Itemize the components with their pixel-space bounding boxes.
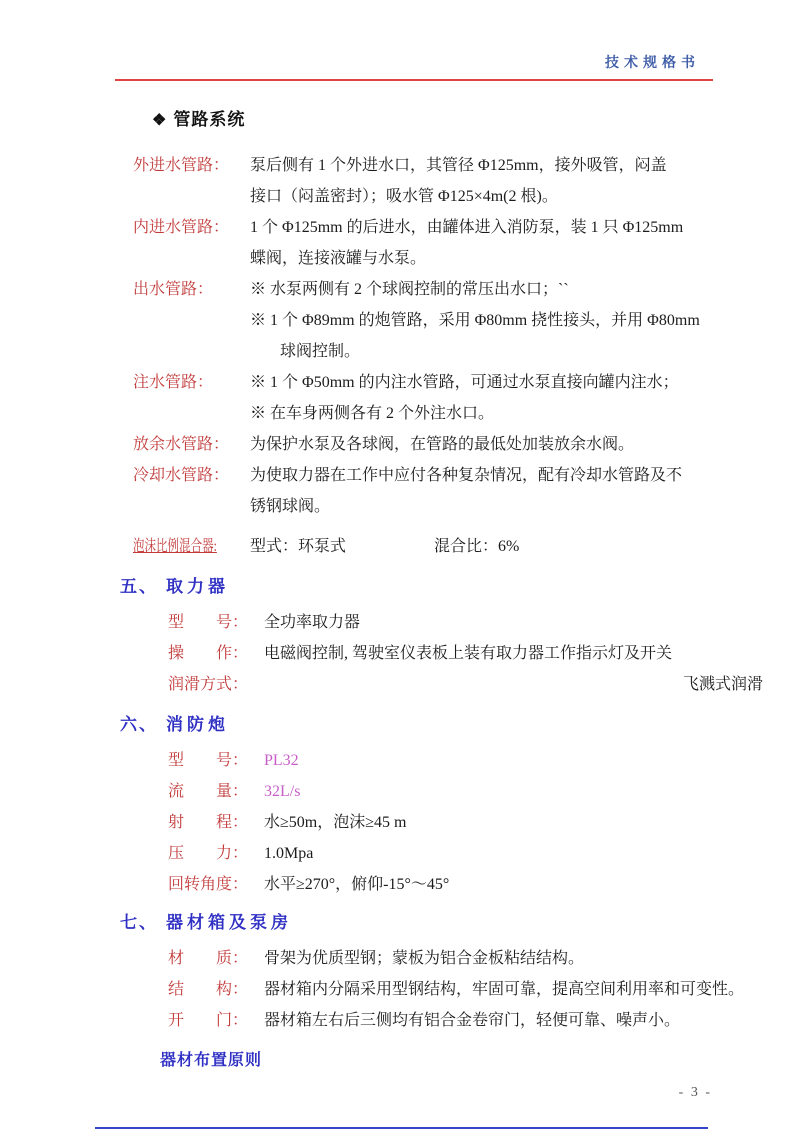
footer-rule: [95, 1127, 708, 1129]
section-number: 六、: [120, 715, 158, 734]
row-value: 骨架为优质型钢；蒙板为铝合金板粘结结构。: [264, 950, 585, 967]
spec-row-inner-inlet: [133, 212, 715, 274]
spec-line: 为使取力器在工作中应付各种复杂情况，配有冷却水管路及不: [250, 467, 683, 484]
piping-heading-text: 管路系统: [173, 110, 246, 129]
spec-value: [250, 274, 715, 367]
spec-row-outlet: [133, 274, 715, 367]
spec-value: [250, 150, 715, 212]
section-title: 消防炮: [166, 715, 229, 734]
section-heading-box: [120, 910, 715, 936]
row-label: 射 程：: [168, 814, 249, 831]
diamond-bullet-icon: ❖: [152, 112, 168, 129]
spec-value: [250, 531, 715, 562]
spec-line: 泵后侧有 1 个外进水口，其管径 Φ125mm，接外吸管，闷盖: [250, 157, 667, 174]
spec-value: [250, 429, 715, 460]
row-label: 流 量：: [168, 783, 249, 800]
row-label: 回转角度：: [168, 876, 249, 893]
page-header: [0, 0, 800, 72]
spec-value: [250, 367, 715, 429]
row-label: 材 质：: [168, 950, 249, 967]
spec-line: 为保护水泵及各球阀，在管路的最低处加装放余水阀。: [250, 436, 635, 453]
row-label: 开 门：: [168, 1012, 249, 1029]
section-title: 器材箱及泵房: [166, 913, 292, 932]
sub-heading-equipment-layout: 器材布置原则: [160, 1052, 263, 1069]
spec-row-range: [133, 807, 715, 838]
spec-row-doors: [133, 1005, 715, 1036]
spec-row-material: [133, 943, 715, 974]
spec-label: 出水管路：: [133, 281, 214, 298]
spec-row-rotation: [133, 869, 715, 900]
spec-row-lubrication: [133, 669, 763, 700]
foam-type: 型式：环泵式: [250, 538, 347, 555]
takeoff-spec-list: [133, 607, 763, 700]
spec-row-filling: [133, 367, 715, 429]
spec-line: 球阀控制。: [280, 343, 361, 360]
spec-value: [250, 212, 715, 274]
spec-row-model: [133, 745, 715, 776]
section-title: 取力器: [166, 577, 229, 596]
row-value: 全功率取力器: [264, 614, 361, 631]
spec-line: 接口（闷盖密封）；吸水管 Φ125×4m(2 根)。: [250, 188, 558, 205]
box-spec-list: [133, 943, 745, 1036]
spec-label: [133, 531, 250, 562]
section-number: 七、: [120, 913, 158, 932]
section-heading-monitor: [120, 712, 715, 738]
section-heading-takeoff: [120, 574, 715, 600]
foam-mixer-label: 泡沫比例混合器:: [133, 538, 217, 555]
section-number: 五、: [120, 577, 158, 596]
monitor-spec-list: [133, 745, 715, 900]
spec-row-drain: [133, 429, 715, 460]
spec-row-model: [133, 607, 715, 638]
spec-label: 外进水管路：: [133, 157, 230, 174]
piping-spec-list: [133, 150, 715, 562]
row-label: 压 力：: [168, 845, 249, 862]
row-value: 飞溅式润滑: [682, 676, 763, 693]
spec-row-outer-inlet: [133, 150, 715, 212]
row-label: 型 号：: [168, 752, 249, 769]
row-value: 32L/s: [264, 783, 301, 800]
spec-row-structure: [133, 974, 745, 1005]
header-title: 技术规格书: [605, 56, 700, 71]
spec-row-foam-mixer: [133, 531, 715, 562]
spec-row-flow: [133, 776, 715, 807]
foam-ratio: 混合比：6%: [434, 538, 520, 555]
spec-line: 蝶阀，连接液罐与水泵。: [250, 250, 427, 267]
spec-line: ※ 水泵两侧有 2 个球阀控制的常压出水口；``: [250, 281, 569, 298]
row-value: 器材箱左右后三侧均有铝合金卷帘门，轻便可靠、噪声小。: [264, 1012, 681, 1029]
spec-row-cooling: [133, 460, 715, 522]
spec-line: ※ 1 个 Φ50mm 的内注水管路，可通过水泵直接向罐内注水；: [250, 374, 679, 391]
row-value: 1.0Mpa: [264, 845, 314, 862]
spec-label: 注水管路：: [133, 374, 214, 391]
row-label: 结 构：: [168, 981, 249, 998]
spec-row-operation: [133, 638, 715, 669]
row-value: 水≥50m，泡沫≥45 m: [264, 814, 407, 831]
row-value: PL32: [264, 752, 299, 769]
row-label: 操 作：: [168, 645, 249, 662]
spec-value: [250, 460, 715, 522]
spec-label: 内进水管路：: [133, 219, 230, 236]
spec-line: 1 个 Φ125mm 的后进水，由罐体进入消防泵，装 1 只 Φ125mm: [250, 219, 684, 236]
spec-label: 冷却水管路：: [133, 467, 230, 484]
row-label: 型 号：: [168, 614, 249, 631]
spec-line: 锈钢球阀。: [250, 498, 331, 515]
document-body: [0, 81, 800, 1073]
piping-section-heading: [152, 107, 715, 134]
spec-row-pressure: [133, 838, 715, 869]
spec-label: 放余水管路：: [133, 436, 230, 453]
row-value: 水平≥270°，俯仰-15°～45°: [264, 876, 450, 893]
row-value: 器材箱内分隔采用型钢结构，牢固可靠，提高空间利用率和可变性。: [264, 981, 745, 998]
row-label: 润滑方式：: [168, 676, 249, 693]
spec-line: [250, 531, 715, 562]
spec-line: ※ 在车身两侧各有 2 个外注水口。: [250, 405, 495, 422]
row-value: 电磁阀控制, 驾驶室仪表板上装有取力器工作指示灯及开关: [264, 645, 673, 662]
spec-line: ※ 1 个 Φ89mm 的炮管路，采用 Φ80mm 挠性接头，并用 Φ80mm: [250, 312, 700, 329]
page-number: - 3 -: [678, 1085, 712, 1100]
